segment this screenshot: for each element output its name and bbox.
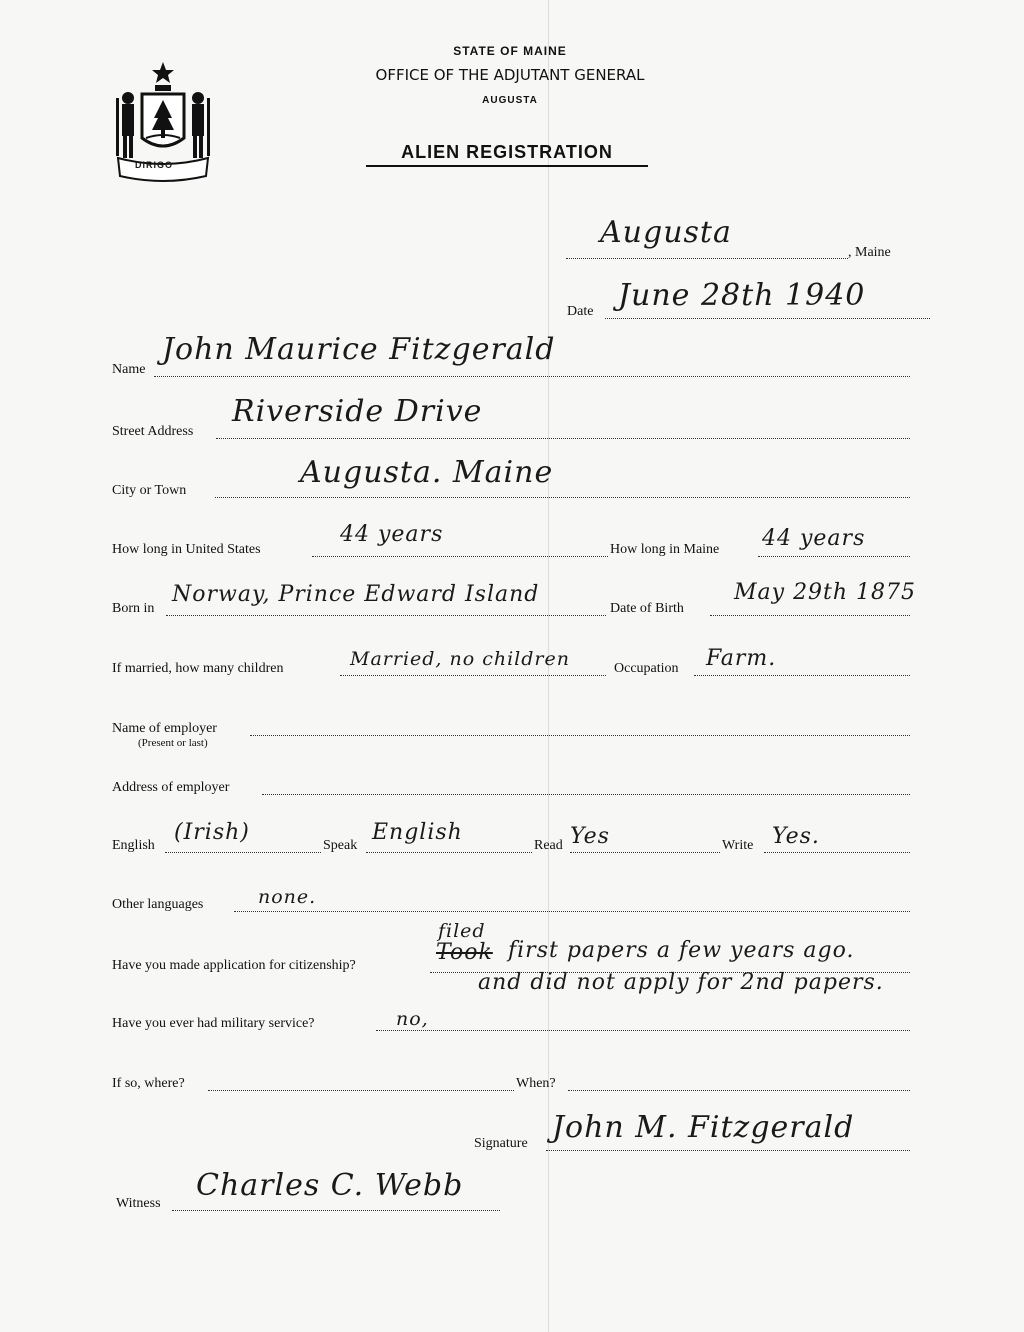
how-long-maine-label: How long in Maine [610, 542, 720, 557]
date-label: Date [567, 304, 594, 319]
read-value: Yes [570, 824, 610, 849]
speak-line [366, 852, 532, 853]
witness-value: Charles C. Webb [196, 1168, 464, 1203]
occupation-line [694, 675, 910, 676]
name-value: John Maurice Fitzgerald [162, 332, 556, 367]
city-heading: AUGUSTA [482, 95, 538, 106]
date-of-birth-value: May 29th 1875 [734, 580, 917, 605]
born-in-value: Norway, Prince Edward Island [172, 582, 540, 607]
date-of-birth-label: Date of Birth [610, 601, 684, 616]
how-long-us-value: 44 years [340, 522, 444, 547]
military-line [376, 1030, 910, 1031]
office-heading: OFFICE OF THE ADJUTANT GENERAL [375, 66, 645, 84]
place-value: Augusta [600, 215, 732, 250]
how-long-maine-value: 44 years [762, 526, 866, 551]
date-of-birth-line [710, 615, 910, 616]
where-line [208, 1090, 514, 1091]
citizenship-insert: filed [438, 920, 486, 942]
english-value: (Irish) [174, 820, 250, 845]
citizenship-label: Have you made application for citizenship? [112, 958, 356, 973]
other-languages-line [234, 911, 910, 912]
how-long-maine-line [758, 556, 910, 557]
read-line [570, 852, 720, 853]
employer-line [250, 735, 910, 736]
english-line [165, 852, 321, 853]
citizenship-value-1: first papers a few years ago. [508, 938, 855, 963]
signature-line [546, 1150, 910, 1151]
occupation-label: Occupation [614, 661, 679, 676]
how-long-us-label: How long in United States [112, 542, 261, 557]
city-label: City or Town [112, 483, 187, 498]
write-value: Yes. [772, 824, 820, 849]
other-languages-value: none. [258, 886, 317, 908]
date-value: June 28th 1940 [618, 278, 866, 313]
seal-motto: DIRIGO [135, 160, 174, 170]
when-line [568, 1090, 910, 1091]
born-in-label: Born in [112, 601, 155, 616]
children-line [340, 675, 606, 676]
military-value: no, [396, 1008, 429, 1030]
form-title: ALIEN REGISTRATION [366, 142, 648, 167]
street-value: Riverside Drive [232, 394, 483, 429]
speak-label: Speak [323, 838, 358, 853]
born-in-line [166, 615, 606, 616]
children-label: If married, how many children [112, 661, 284, 676]
citizenship-struck: Took [436, 940, 493, 965]
write-label: Write [722, 838, 754, 853]
maine-label: , Maine [848, 245, 891, 260]
write-line [764, 852, 910, 853]
employer-address-label: Address of employer [112, 780, 230, 795]
children-value: Married, no children [350, 648, 570, 670]
name-line [154, 376, 910, 377]
english-label: English [112, 838, 155, 853]
state-heading: STATE OF MAINE [453, 44, 567, 58]
occupation-value: Farm. [706, 646, 777, 671]
citizenship-value-2: and did not apply for 2nd papers. [478, 970, 884, 995]
street-label: Street Address [112, 424, 194, 439]
speak-value: English [372, 820, 463, 845]
city-line [215, 497, 910, 498]
name-label: Name [112, 362, 146, 377]
employer-label: Name of employer [112, 721, 217, 736]
street-line [216, 438, 910, 439]
place-line [566, 258, 848, 259]
city-value: Augusta. Maine [300, 455, 554, 490]
if-so-where-label: If so, where? [112, 1076, 185, 1091]
when-label: When? [516, 1076, 556, 1091]
witness-label: Witness [116, 1196, 161, 1211]
signature-label: Signature [474, 1136, 528, 1151]
military-label: Have you ever had military service? [112, 1016, 315, 1031]
signature-value: John M. Fitzgerald [552, 1110, 855, 1145]
date-line [605, 318, 930, 319]
how-long-us-line [312, 556, 608, 557]
employer-sublabel: (Present or last) [138, 737, 208, 749]
read-label: Read [534, 838, 563, 853]
witness-line [172, 1210, 500, 1211]
employer-address-line [262, 794, 910, 795]
other-languages-label: Other languages [112, 897, 204, 912]
